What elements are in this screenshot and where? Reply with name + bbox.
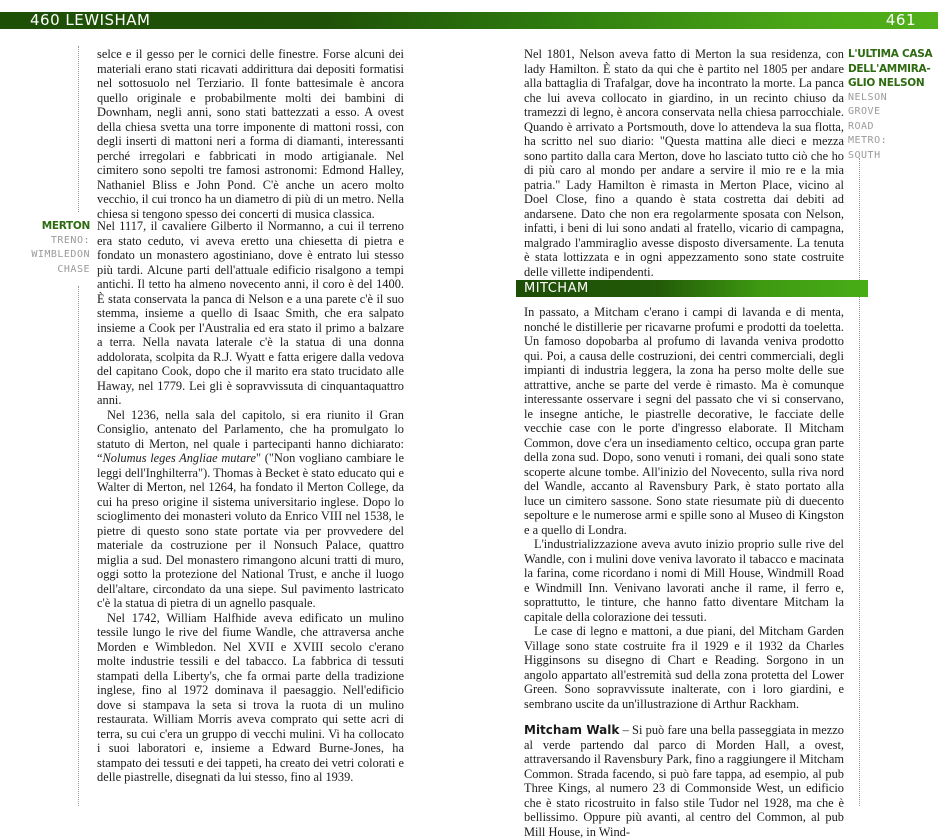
left-margin-rule-top	[78, 46, 79, 212]
paragraph: Le case di legno e mattoni, a due piani, del Mitcham Garden Village sono state costruite fra il 1929 e il 1932 da Charles Higginsons su disegno di Chart e Reading. Sorgono in un angolo appartato all'estremità sud della zona protetta del Lower Green. Sono sopravvissute inalterate, con i loro giardini, e sembrano uscite da un'illustrazione di Arthur Rackham.	[524, 624, 844, 711]
sidenote-line: TRENO:	[50, 234, 90, 246]
paragraph: L'industrializzazione aveva avuto inizio proprio sulle rive del Wandle, con i mulini dove veniva lavorato il tabacco e macinata la farina, come ricordano i nomi di Mill House, Windmill Road e Windmill Inn. Venivano lavorati anche il rame, il ferro e, soprattutto, le tinture, che hanno fatto diventare Mitcham la capitale della colorazione dei tessuti.	[524, 537, 844, 624]
sidenote-line: GROVE	[848, 106, 881, 117]
mitcham-walk-title: Mitcham Walk	[524, 723, 620, 737]
right-page-number: 461	[885, 11, 916, 29]
nelson-sidenote	[848, 47, 938, 163]
sidenote-line: NELSON	[848, 91, 888, 103]
left-margin-rule-bottom	[78, 286, 79, 806]
sidenote-title-line: GLIO NELSON	[848, 77, 925, 89]
sidenote-line: METRO:	[848, 135, 888, 146]
sidenote-line: WIMBLEDON	[31, 249, 90, 260]
left-page-header: 460 LEWISHAM	[30, 11, 151, 29]
mitcham-walk-text: – Si può fare una bella passeggiata in mezzo al verde partendo dal parco di Morden Hall, a ovest, attraversando il Ravensbury Park, fino a raggiungere il Mitcham Common. Strada facendo, si può fare tappa, ad esempio, al pub Three Kings, al numero 23 di Commonside West, un edificio che è stato ricostruito in falso stile Tudor nel 1928, ma che è bellissimo. Oppure più avanti, al centro del Common, al pub Mill House, in Wind-	[524, 723, 844, 839]
left-intro-text	[97, 47, 404, 221]
paragraph: Nel 1742, William Halfhide aveva edificato un mulino tessile lungo le rive del fiume Wandle, che attraversa anche Morden e Wimbledon. Nel XVII e XVIII secolo c'erano molte industrie tessili e del tabacco. La fabbrica di tessuti stampati della Liberty's, che fa ormai parte della tradizione inglese, fino al 1972 dominava il paesaggio. Nell'edificio dove si stampava la seta si trova la ruota di un mulino restaurata. William Morris aveva comprato qui sette acri di terra, su cui c'era un gruppo di vecchi mulini. Vi ha collocato i suoi laboratori e, insieme a Edward Burne-Jones, ha stampato dei tessuti e dei tappeti, ha creato dei vetri colorati e delle piastrelle, disegnati da lui stesso, fino al 1939.	[97, 610, 404, 784]
sidenote-line: SOUTH	[848, 149, 881, 161]
paragraph: Nel 1117, il cavaliere Gilberto il Normanno, a cui il terreno era stato ceduto, vi aveva eretto una chiesetta di pietra e fondato un monastero agostiniano, dove è entrato lui stesso più tardi. Alcune parti dell'attuale edificio risalgono a tempi antichi. Il tetto ha almeno novecento anni, il coro è del 1400. È stata conservata la panca di Nelson e a una parete c'è il suo stemma, insieme a quello di Isaac Smith, che era salpato insieme a Cook per l'Australia ed era stato il primo a balzare a terra. Nella navata laterale c'è la statua di una donna addolorata, scolpita da R.J. Wyatt e fatta erigere dalla vedova del capitano Cook, dopo che il marito era stato trucidato alle Haway, nel 1779. Lei gli è sopravvissuta di cinquantaquattro anni.	[97, 219, 404, 407]
latin-quote: Nolumus leges Angliae mutare	[102, 451, 257, 465]
paragraph: Nel 1236, nella sala del capitolo, si era riunito il Gran Consiglio, antenato del Parlamento, che ha promulgato lo statuto di Merton, nel quale i partecipanti hanno dichiarato: “Nolumus leges Angliae mutare" ("Non vogliano cambiare le leggi dell'Inghilterra"). Thomas à Becket è stato educato qui e Walter di Merton, nel 1264, ha fondato il Merton College, da cui ha preso origine il sistema universitario inglese. Dopo lo scioglimento dei monasteri voluto da Enrico VIII nel 1538, le pietre di questo sono state portate via per provvedere del materiale da costruzione per il Nonsuch Palace, quattro miglia a sud. Del monastero rimangono alcuni tratti di muro, oggi sotto la protezione del National Trust, e anche il luogo dell'altare, circondato da una siepe. Sul pavimento lastricato c'è la statua di pietra di un agnello pasquale.	[97, 407, 404, 610]
merton-text	[97, 219, 404, 785]
mitcham-walk-paragraph	[524, 723, 844, 839]
sidenote-title-line: L'ULTIMA CASA	[848, 48, 933, 60]
right-margin-rule	[859, 158, 860, 806]
section-title: MITCHAM	[524, 281, 589, 296]
mitcham-text	[524, 305, 844, 839]
sidenote-title-line: DELL'AMMIRA-	[848, 62, 931, 75]
nelson-text	[524, 47, 844, 279]
paragraph: In passato, a Mitcham c'erano i campi di lavanda e di menta, nonché le distillerie per ricavarne profumi e prodotti da toeletta. Un famoso dopobarba al profumo di lavanda veniva prodotto qui. Poi, a causa delle costruzioni, dei centri commerciali, degli impianti di industria leggera, la zona ha perso molte delle sue attrattive, anche se parte del verde è rimasto. Ma è comunque interessante osservare i segni del passato che vi si conservano, le insegne antiche, le piastrelle decorative, le facciate delle vecchie case con le porte d'ingresso elaborate. Il Mitcham Common, dove c'era un insediamento celtico, occupa gran parte della zona sud. Dopo, sono venuti i romani, dei quali sono state scoperte alcune tombe. All'inizio del Novecento, sulla riva nord del Wandle, accanto al Ravensbury Park, è stato portato alla luce un cimitero sassone. Sono state riesumate più di duecento sepolture e le numerose armi e spille sono al Museo di Kingston e a quello di Londra.	[524, 305, 844, 537]
merton-sidenote-title: MERTON	[41, 220, 90, 232]
merton-sidenote	[10, 219, 90, 277]
section-header-mitcham	[516, 280, 868, 297]
paragraph: selce e il gesso per le cornici delle finestre. Forse alcuni dei materiali erano stati ricavati addirittura dai depositi formatisi nel sottosuolo nel Terziario. Il fonte battesimale è ancora quello originale e probabilmente molti dei bambini di Downham, negli anni, sono stati battezzati a esso. A ovest della chiesa svetta una torre imponente di mattoni rossi, con degli inserti di mattoni neri a forma di diamanti, interessanti perché irregolari e fabbricati in modo artigianale. Nel cimitero sono sepolti tre famosi astronomi: Edmond Halley, Nathaniel Bliss e John Pond. C'è anche un acero molto vecchio, il cui tronco ha un diametro di più di un metro. Nella chiesa si tengono spesso dei concerti di musica classica.	[97, 47, 404, 221]
sidenote-line: ROAD	[848, 120, 875, 132]
sidenote-line: CHASE	[57, 263, 90, 275]
paragraph: Nel 1801, Nelson aveva fatto di Merton la sua residenza, con lady Hamilton. È stato da qui che è partito nel 1805 per andare alla battaglia di Trafalgar, dove ha incontrato la morte. La panca che lui aveva collocato in giardino, in un recinto chiuso da tramezzi di legno, è ancora conservata nella chiesa parrocchiale. Quando è arrivato a Portsmouth, dove lo attendeva la sua flotta, ha scritto nel suo diario: "Questa mattina alle dieci e mezza sono partito dalla cara Merton, dove ho lasciato tutto ciò che ho di più caro al mondo per andare a servire il mio re e la mia patria." Lady Hamilton è rimasta in Merton Place, vicino al Doel Close, fino a quando è stata costretta dai debiti ad andarsene. Dato che non era regolarmente sposata con Nelson, infatti, i beni di lui sono andati al fratello, vicario di campagna, malgrado l'ammiraglio avesse disposto diversamente. La tenuta è stata lottizzata e in ogni appezzamento sono state costruite delle villette indipendenti.	[524, 47, 844, 279]
